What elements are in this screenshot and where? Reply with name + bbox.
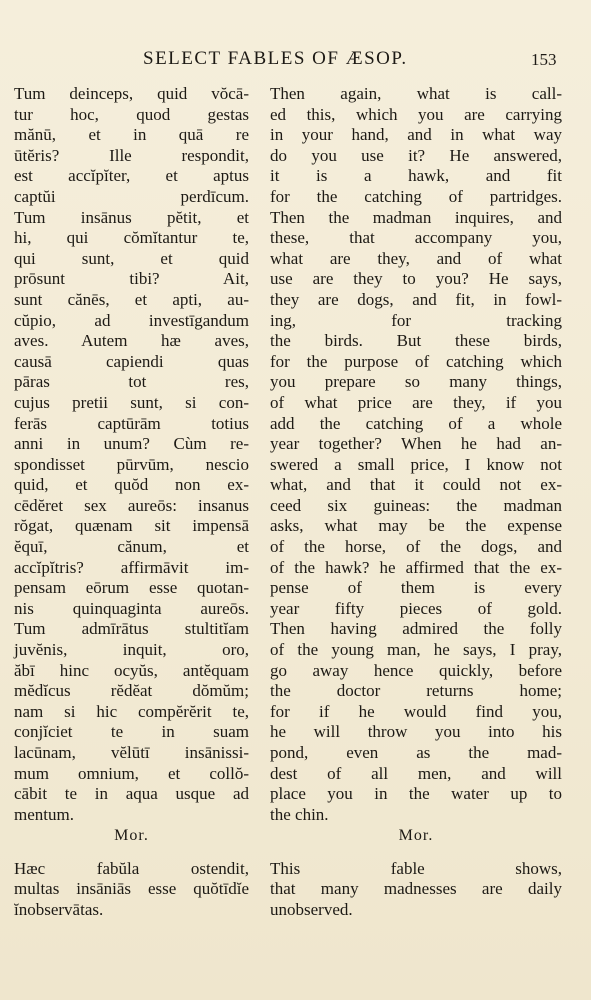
latin-line: juvĕnis, inquit, oro, xyxy=(14,640,249,660)
latin-line: cābit te in aqua usque ad xyxy=(14,784,249,804)
moral-line: that many madnesses are daily xyxy=(270,879,562,899)
english-line: ceed six guineas: the madman xyxy=(270,495,562,515)
latin-line: tur hoc, quod gestas xyxy=(14,104,249,124)
english-line: the birds. But these birds, xyxy=(270,331,562,351)
english-line: what are they, and of what xyxy=(270,248,562,268)
latin-line: mentum. xyxy=(14,804,74,824)
english-line: of the horse, of the dogs, and xyxy=(270,537,562,557)
latin-line: captŭi perdīcum. xyxy=(14,186,249,206)
english-line: they are dogs, and fit, in fowl- xyxy=(270,289,562,309)
latin-line: ūtĕris? Ille respondit, xyxy=(14,145,249,165)
english-line: of what price are they, if you xyxy=(270,392,562,412)
latin-line: causā capiendi quas xyxy=(14,351,249,371)
english-moral xyxy=(270,826,562,920)
english-line: Then the madman inquires, and xyxy=(270,207,562,227)
english-line: use are they to you? He says, xyxy=(270,269,562,289)
english-line: ing, for tracking xyxy=(270,310,562,330)
english-line: add the catching of a whole xyxy=(270,413,562,433)
moral-line: multas insāniās esse quŏtīdĭe xyxy=(14,879,249,899)
latin-line: accĭpĭtris? affirmāvit im- xyxy=(14,557,249,577)
moral-line: Hæc fabŭla ostendit, xyxy=(14,858,249,878)
latin-line: quid, et quŏd non ex- xyxy=(14,475,249,495)
english-line: Then again, what is call- xyxy=(270,84,562,103)
latin-line: mum omnium, et collŏ- xyxy=(14,763,249,783)
page-number: 153 xyxy=(531,50,557,69)
latin-line: Tum deinceps, quid vŏcā- xyxy=(14,84,249,103)
english-line: these, that accompany you, xyxy=(270,228,562,248)
latin-line: spondisset pūrvūm, nescio xyxy=(14,454,249,474)
english-line: year fifty pieces of gold. xyxy=(270,598,562,618)
latin-line: lacūnam, vĕlūtī insānissi- xyxy=(14,743,249,762)
latin-line: anni in unum? Cùm re- xyxy=(14,434,249,454)
english-line: what, and that it could not ex- xyxy=(270,475,562,495)
english-line: pense of them is every xyxy=(270,578,562,598)
latin-line: cujus pretii sunt, si con- xyxy=(14,392,249,412)
latin-line: mănū, et in quā re xyxy=(14,125,249,145)
latin-line: conjĭciet te in suam xyxy=(14,722,249,742)
latin-line: nis quinquaginta aureōs. xyxy=(14,598,249,618)
latin-column xyxy=(14,84,249,825)
latin-moral xyxy=(14,826,249,920)
latin-line: nam si hic compĕrĕrit te, xyxy=(14,701,249,721)
latin-line: aves. Autem hæ aves, xyxy=(14,331,249,351)
moral-heading: Mor. xyxy=(114,827,149,844)
latin-line: cēdĕret sex aureōs: insanus xyxy=(14,495,249,515)
english-line: go away hence quickly, before xyxy=(270,660,562,680)
latin-line: ĕquī, cănum, et xyxy=(14,537,249,557)
english-line: for the purpose of catching which xyxy=(270,351,562,371)
latin-line: ferās captūrām totius xyxy=(14,413,249,433)
english-line: do you use it? He answered, xyxy=(270,145,562,165)
english-line: year together? When he had an- xyxy=(270,434,562,454)
english-line: the doctor returns home; xyxy=(270,681,562,701)
latin-line: sunt cănēs, et apti, au- xyxy=(14,289,249,309)
latin-line: est accĭpĭter, et aptus xyxy=(14,166,249,186)
moral-line: unobserved. xyxy=(270,899,353,919)
moral-heading: Mor. xyxy=(398,827,434,844)
latin-line: prōsunt tibi? Ait, xyxy=(14,269,249,289)
latin-line: pensam eōrum esse quotan- xyxy=(14,578,249,598)
english-line: of the hawk? he affirmed that the ex- xyxy=(270,557,562,577)
english-line: he will throw you into his xyxy=(270,722,562,742)
english-line: you prepare so many things, xyxy=(270,372,562,392)
latin-line: hi, qui cŏmĭtantur te, xyxy=(14,228,249,248)
english-line: pond, even as the mad- xyxy=(270,743,562,762)
latin-line: rŏgat, quænam sit impensā xyxy=(14,516,249,536)
latin-line: mĕdĭcus rĕdĕat dŏmŭm; xyxy=(14,681,249,701)
english-line: place you in the water up to xyxy=(270,784,562,804)
english-line: for the catching of partridges. xyxy=(270,186,562,206)
moral-line: This fable shows, xyxy=(270,858,562,878)
english-line: the chin. xyxy=(270,804,329,824)
english-line: in your hand, and in what way xyxy=(270,125,562,145)
latin-line: cŭpio, ad investīgandum xyxy=(14,310,249,330)
english-column xyxy=(270,84,562,825)
english-line: asks, what may be the expense xyxy=(270,516,562,536)
english-line: Then having admired the folly xyxy=(270,619,562,639)
running-title: SELECT FABLES OF ÆSOP. xyxy=(143,48,408,69)
latin-line: Tum insānus pĕtit, et xyxy=(14,207,249,227)
english-line: for if he would find you, xyxy=(270,701,562,721)
latin-line: pāras tot res, xyxy=(14,372,249,392)
english-line: ed this, which you are carrying xyxy=(270,104,562,124)
page-header xyxy=(0,48,591,74)
english-line: dest of all men, and will xyxy=(270,763,562,783)
latin-line: ăbī hinc ocyŭs, antĕquam xyxy=(14,660,249,680)
moral-line: ĭnobservātas. xyxy=(14,899,104,919)
english-line: swered a small price, I know not xyxy=(270,454,562,474)
english-line: it is a hawk, and fit xyxy=(270,166,562,186)
english-line: of the young man, he says, I pray, xyxy=(270,640,562,660)
latin-line: qui sunt, et quid xyxy=(14,248,249,268)
latin-line: Tum admīrātus stultitĭam xyxy=(14,619,249,639)
